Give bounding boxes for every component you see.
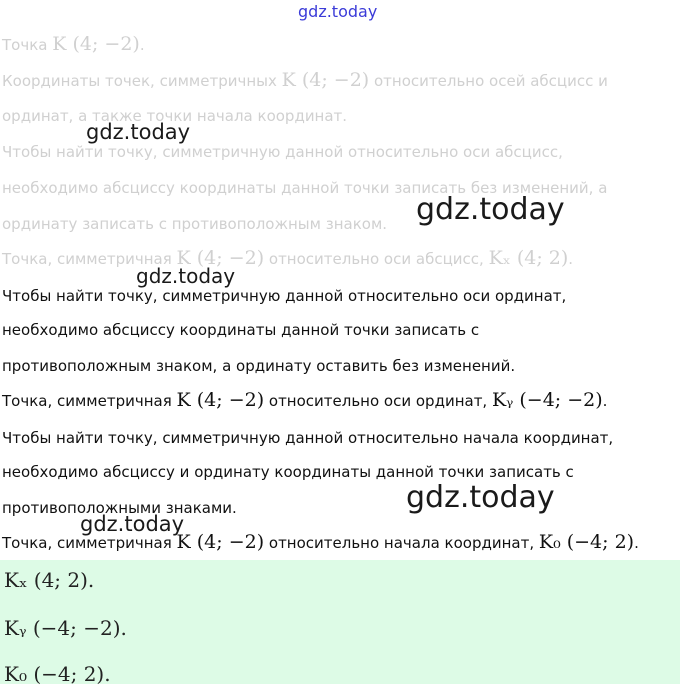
answer-box [0, 560, 680, 684]
text-line-5 [2, 462, 574, 482]
text: относительно начала координат, [264, 534, 539, 552]
text: противоположными знаками. [2, 499, 237, 517]
faded-line-6 [2, 248, 573, 269]
faded-tail: относительно осей абсцисс и [369, 72, 608, 90]
formula: K (4; −2) [176, 247, 265, 269]
text: необходимо абсциссу координаты данной точки записать с [2, 321, 480, 339]
faded-line-5 [2, 214, 387, 234]
watermark: gdz.today [406, 480, 555, 515]
formula: K (4; −2) [281, 69, 370, 91]
faded-line-1 [2, 70, 608, 91]
formula: Kₓ (4; 2) [488, 247, 569, 269]
faded-line-0 [2, 34, 145, 55]
text: Точка, симметричная [2, 534, 177, 552]
answer-line-2: K₀ (−4; 2). [4, 662, 111, 686]
watermark: gdz.today [86, 120, 191, 144]
formula: Kᵧ (−4; −2) [491, 389, 603, 411]
faded-text: Координаты точек, симметричных [2, 72, 282, 90]
text: необходимо абсциссу и ординату координаты данной точки записать с [2, 463, 574, 481]
formula: K (4; −2) [176, 389, 265, 411]
text: относительно оси ординат, [264, 392, 492, 410]
text: Чтобы найти точку, симметричную данной относительно начала координат, [2, 429, 614, 447]
text-line-4 [2, 428, 613, 448]
text-line-0 [2, 286, 566, 306]
text: . [634, 534, 639, 552]
faded-line-3 [2, 142, 563, 162]
faded-tail: относительно оси абсцисс, [264, 250, 489, 268]
faded-tail: . [139, 36, 145, 54]
faded-text: Чтобы найти точку, симметричную данной относительно оси абсцисс, [2, 143, 563, 161]
faded-text: ординату записать с противоположным знаком. [2, 215, 388, 233]
text: Точка, симметричная [2, 392, 177, 410]
formula: K (4; −2) [52, 33, 140, 55]
text: противоположным знаком, а ординату оставить без изменений. [2, 357, 516, 375]
text-line-3 [2, 390, 607, 411]
watermark: gdz.today [416, 192, 565, 227]
text: . [602, 392, 608, 410]
faded-text: Точка, симметричная [2, 250, 177, 268]
watermark: gdz.today [80, 512, 185, 536]
faded-text: Точка [2, 36, 53, 54]
watermark-top: gdz.today [298, 2, 378, 21]
watermark: gdz.today [136, 264, 236, 288]
faded-tail: . [568, 250, 574, 268]
text: Чтобы найти точку, симметричную данной относительно оси ординат, [2, 287, 567, 305]
faded-text: необходимо абсциссу координаты данной точки записать без изменений, а [2, 179, 608, 197]
formula: K₀ (−4; 2) [538, 531, 635, 553]
text-line-2 [2, 356, 515, 376]
text-line-1 [2, 320, 479, 340]
formula: K (4; −2) [176, 531, 265, 553]
answer-line-1: Kᵧ (−4; −2). [4, 616, 127, 640]
answer-line-0: Kₓ (4; 2). [4, 568, 95, 592]
faded-text: ординат, а также точки начала координат. [2, 107, 348, 125]
